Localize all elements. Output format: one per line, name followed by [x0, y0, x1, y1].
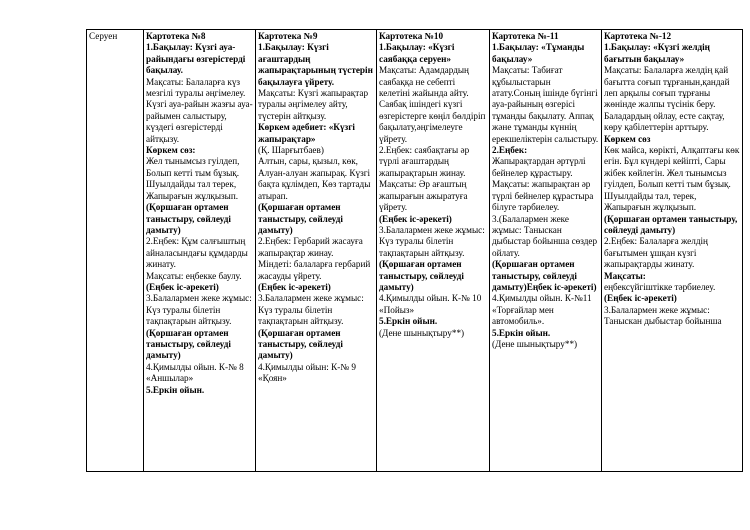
- card-title: Картотека №-12: [604, 31, 672, 41]
- card-body: [146, 42, 253, 396]
- card-line: (Еңбек іс-әрекеті): [258, 281, 331, 292]
- card-title: Картотека №-11: [492, 31, 559, 41]
- card-line: 2.Еңбек: саябақтағы әр түрлі ағаштардың жапырақтарын жинау.: [379, 145, 470, 178]
- card-line: Мақсаты: Әр ағаштың жапырағын ажыратуға үйрету.: [379, 179, 468, 213]
- card-line: 1.Бақылау: «Күзгі саябаққа серуен»: [379, 42, 455, 64]
- card-line: 1.Бақылау: Күзгі ауа-райындағы өзгерістерді бақылау.: [146, 42, 246, 76]
- card-line: 5.Еркін ойын.: [492, 327, 551, 338]
- card-line: 1.Бақылау: «Тұманды бақылау»: [492, 42, 585, 64]
- card-line: 4.Қимылды ойын. К-№ 10 «Пойыз»: [379, 293, 482, 315]
- card-line: (Еңбек іс-әрекеті): [146, 281, 219, 292]
- card-line: Көркем сөз: [604, 133, 651, 144]
- card-line: Мақсаты: Күзгі жапырақтар туралы әңгімелеу айту, түстерін айтқызу.: [258, 88, 369, 121]
- card-line: 4.Қимылды ойын. К-№11 «Торғайлар мен автомобиль».: [492, 293, 592, 327]
- card-line: 3.Балалармен жеке жұмыс: Күз туралы білетін тақпақтарын айтқызу.: [379, 224, 485, 258]
- card-line: (Дене шынықтыру**): [379, 327, 465, 338]
- card-line: Мақсаты: Балаларға желдің қай бағытта соғып тұрғанын,қандай леп арқылы соғып тұрғаны жөнінде жалпы түсінік беру.: [604, 65, 730, 110]
- card-line: Мақсаты: Адамдардың саябаққа не себепті келетіні жайында айту. Саябақ ішіндегі күзгі өзгерістерге көңіл бөлдіріп бақылату,әңгімелеуге үйрету.: [379, 65, 486, 144]
- card-line: Баладардың ойлау, есте сақтау, көру қабілеттерін арттыру.: [604, 110, 725, 133]
- table-row: [87, 30, 743, 472]
- card-line: 4.Қимылды ойын: К-№ 9 «Қоян»: [258, 361, 356, 384]
- card-body: [604, 42, 740, 327]
- card-line: еңбексүйгіштікке тәрбиелеу.: [604, 281, 716, 292]
- card-line: (Қоршаған ортамен таныстыру, сөйлеуді дамыту): [604, 213, 738, 235]
- card-title: Картотека №8: [146, 31, 206, 41]
- card-line: 3.Балалармен жеке жұмыс: Таныскан дыбыстар бойынша: [604, 304, 722, 327]
- card-line: 1.Бақылау: «Күзгі желдің бағытын бақылау»: [604, 42, 710, 64]
- card-line: (Дене шынықтыру**): [492, 338, 578, 349]
- card-body: [258, 42, 374, 384]
- card-line: Алтын, сары, қызыл, көк, Алуан-алуан жапырақ. Күзгі бақта құлімдеп, Көз тартады атырап.: [258, 156, 371, 201]
- card-line: Міндеті: балаларға гербарий жасауды үйрету.: [258, 259, 371, 281]
- card-cell-12: [602, 30, 743, 472]
- card-title: Картотека №9: [258, 31, 318, 41]
- card-cell-10: [377, 30, 490, 472]
- card-line: (Еңбек іс-әрекеті): [604, 293, 677, 304]
- card-line: (Қоршаған ортамен таныстыру, сөйлеуді дамыту): [146, 327, 231, 361]
- card-title: Картотека №10: [379, 31, 444, 41]
- card-cell-11: [490, 30, 602, 472]
- card-line: Көркем сөз:: [146, 145, 196, 156]
- card-line: Жапырақтардан әртүрлі бейнелер құрастыру.: [492, 156, 586, 178]
- card-body: [492, 42, 599, 350]
- card-line: Көркем әдебиет: «Күзгі жапырақтар»: [258, 122, 355, 144]
- card-line: 3.Балалармен жеке жұмыс: Күз туралы білетін тақпақтарын айтқызу.: [258, 293, 364, 327]
- card-line: (Қоршаған ортамен таныстыру, сөйлеуді дамыту): [379, 259, 464, 292]
- card-line: 2.Еңбек: Балаларға желдің бағытымен ұшқан күзгі жапырақтарды жинату.: [604, 236, 708, 270]
- card-line: (Қ. Шарғытбаев): [258, 145, 324, 156]
- row-header-cell: [87, 30, 144, 472]
- card-line: 2.Еңбек: Құм салғыштың айналасындағы құмдарды жинату.: [146, 236, 248, 270]
- card-cell-9: [256, 30, 377, 472]
- card-line: Мақсаты: Балаларға күз мезгілі туралы әңгімелеу. Күзгі ауа-райын жазғы ауа-райымен салыстыру, күздегі өзгерістерді айтқызу.: [146, 76, 253, 144]
- card-line: Мақсаты:: [604, 270, 646, 281]
- card-line: (Қоршаған ортамен таныстыру, сөйлеуді дамыту): [258, 202, 343, 235]
- card-line: (Қоршаған ортамен таныстыру, сөйлеуді дамыту)Еңбек іс-әрекеті): [492, 259, 597, 292]
- card-line: 2.Еңбек: Гербарий жасауға жапырақтар жинау.: [258, 236, 363, 258]
- plan-table: [86, 29, 743, 472]
- card-line: 3.(Балалармен жеке жұмыс: Таныскан дыбыстар бойынша сөздер ойлату.: [492, 213, 598, 258]
- card-body: [379, 42, 487, 339]
- card-line: 1.Бақылау: Күзгі ағаштардың жапырақтарының түстерін бақылауға үйрету.: [258, 42, 373, 87]
- card-line: 5.Еркін ойын.: [146, 384, 205, 395]
- card-line: 3.Балалармен жеке жұмыс: Күз туралы білетін тақпақтарын айтқызу.: [146, 293, 252, 327]
- card-line: 4.Қимылды ойын. К-№ 8 «Аншылар»: [146, 361, 244, 384]
- card-line: Мақсаты: жапырақтан әр түрлі бейнелер құрастыра білуге тәрбиелеу.: [492, 179, 594, 213]
- card-line: 5.Еркін ойын.: [379, 316, 438, 327]
- row-header: Серуен: [89, 31, 118, 41]
- card-line: Көк майса, көрікті, Алқаптағы көк егін. Бұл күндері кейіпті, Сары жібек көйлегін. Жел тынымсыз гуілдеп, Болып кетті тым бұзық. Шуылдайды тал, терек, Жапырағын жұлқызып.: [604, 145, 740, 213]
- card-line: Жел тынымсыз гуілдеп, Болып кетті тым бұзық. Шуылдайды тал терек, Жапырағын жұлқызып.: [146, 156, 240, 201]
- card-line: (Қоршаған ортамен таныстыру, сөйлеуді дамыту): [258, 327, 343, 361]
- card-line: Мақсаты: Табиғат құбылыстарын атату.Соның ішінде бүгінгі ауа-райының өзгерісі тұманды бақылату. Аппақ және тұманды күннің ерекшеліктерін салыстыру.: [492, 65, 599, 144]
- card-line: (Еңбек іс-әрекеті): [379, 213, 452, 224]
- card-cell-8: [144, 30, 256, 472]
- card-line: Мақсаты: еңбекке баулу.: [146, 270, 242, 281]
- card-line: (Қоршаған ортамен таныстыру, сөйлеуді дамыту): [146, 202, 231, 235]
- card-line: 2.Еңбек:: [492, 145, 528, 156]
